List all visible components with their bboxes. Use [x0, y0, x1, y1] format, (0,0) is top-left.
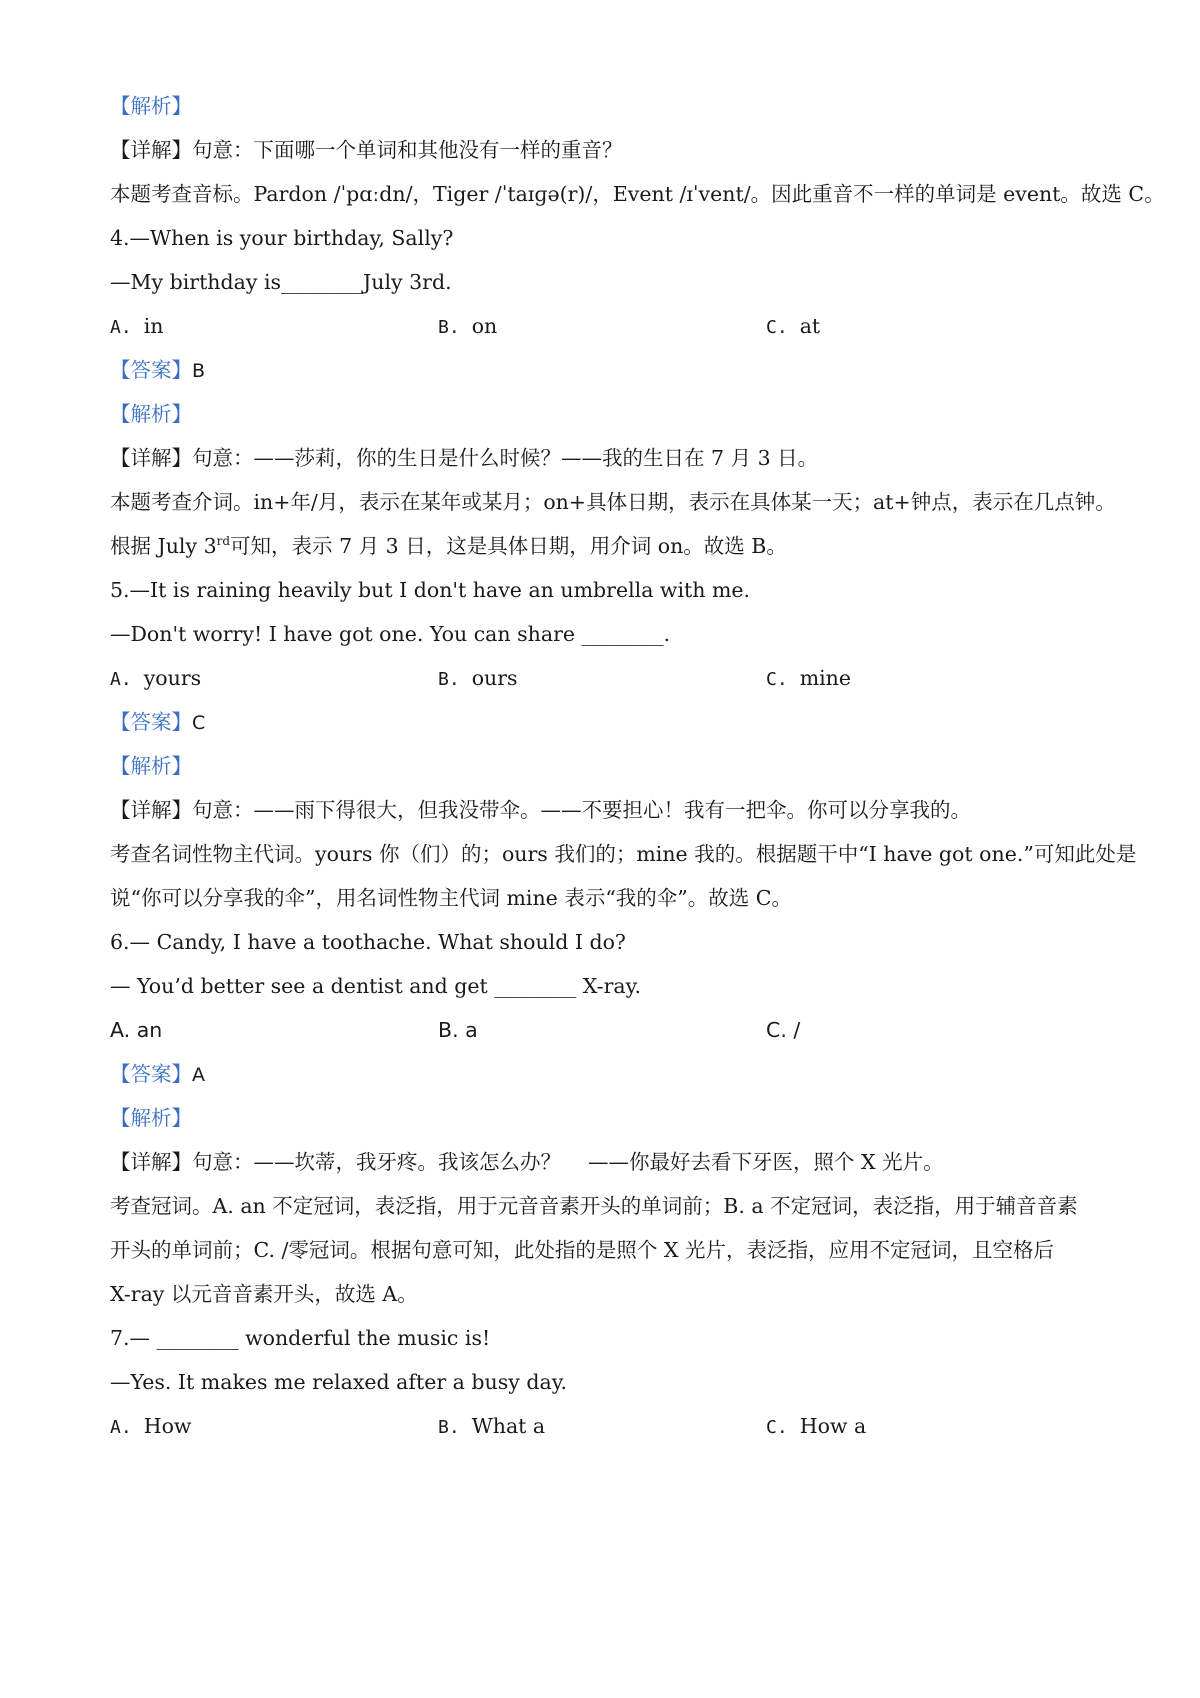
option-c: C. How a: [766, 1414, 867, 1438]
option-a: A. yours: [110, 666, 202, 690]
explanation-text: 考查冠词。A. an 不定冠词，表泛指，用于元音音素开头的单词前；B. a 不定冠词，表泛指，用于辅音音素: [110, 1194, 1078, 1218]
analysis-heading: 【解析】: [110, 754, 192, 778]
question-7-response: —Yes. It makes me relaxed after a busy day.: [110, 1370, 568, 1394]
detail-text: 【详解】句意：——雨下得很大，但我没带伞。——不要担心！我有一把伞。你可以分享我的。: [110, 798, 971, 822]
question-5-response: —Don't worry! I have got one. You can share ________.: [110, 622, 671, 646]
detail-text: 【详解】句意：下面哪一个单词和其他没有一样的重音？: [110, 138, 623, 162]
option-a: A. an: [110, 1018, 163, 1042]
question-7-stem: 7.— ________ wonderful the music is!: [110, 1326, 491, 1350]
question-6-stem: 6.— Candy, I have a toothache. What should I do?: [110, 930, 626, 954]
option-b: B. What a: [438, 1414, 546, 1438]
explanation-text: 说“你可以分享我的伞”，用名词性物主代词 mine 表示“我的伞”。故选 C。: [110, 886, 792, 910]
analysis-heading: 【解析】: [110, 402, 192, 426]
explanation-text: 本题考查介词。in+年/月，表示在某年或某月；on+具体日期，表示在具体某一天；at+钟点，表示在几点钟。: [110, 490, 1116, 514]
option-a: A. in: [110, 314, 164, 338]
answer-line: 【答案】B: [110, 358, 206, 382]
option-b: B. on: [438, 314, 498, 338]
option-b: B. a: [438, 1018, 478, 1042]
explanation-text: 开头的单词前；C. /零冠词。根据句意可知，此处指的是照个 X 光片，表泛指，应用不定冠词，且空格后: [110, 1238, 1055, 1262]
explanation-text: 考查名词性物主代词。yours 你（们）的；ours 我们的；mine 我的。根据题干中“I have got one.”可知此处是: [110, 842, 1137, 866]
option-c: C. mine: [766, 666, 852, 690]
detail-text: 【详解】句意：——莎莉，你的生日是什么时候？——我的生日在 7 月 3 日。: [110, 446, 819, 470]
option-c: C. at: [766, 314, 821, 338]
option-c: C. /: [766, 1018, 801, 1042]
question-4-stem: 4.—When is your birthday, Sally?: [110, 226, 454, 250]
explanation-text: 本题考查音标。Pardon /ˈpɑːdn/，Tiger /ˈtaɪɡə(r)/，Event /ɪˈvent/。因此重音不一样的单词是 event。故选 C。: [110, 182, 1165, 206]
answer-line: 【答案】A: [110, 1062, 205, 1086]
detail-text: 【详解】句意：——坎蒂，我牙疼。我该怎么办？ ——你最好去看下牙医，照个 X 光片。: [110, 1150, 944, 1174]
explanation-text: X-ray 以元音音素开头，故选 A。: [110, 1282, 418, 1306]
question-5-stem: 5.—It is raining heavily but I don't have an umbrella with me.: [110, 578, 751, 602]
question-4-response: —My birthday is________July 3rd.: [110, 270, 452, 294]
answer-line: 【答案】C: [110, 710, 206, 734]
analysis-heading: 【解析】: [110, 94, 192, 118]
explanation-text: 根据 July 3rd可知，表示 7 月 3 日，这是具体日期，用介词 on。故选 B。: [110, 534, 787, 558]
option-b: B. ours: [438, 666, 518, 690]
question-6-response: — You’d better see a dentist and get ________ X-ray.: [110, 974, 641, 998]
analysis-heading: 【解析】: [110, 1106, 192, 1130]
option-a: A. How: [110, 1414, 192, 1438]
